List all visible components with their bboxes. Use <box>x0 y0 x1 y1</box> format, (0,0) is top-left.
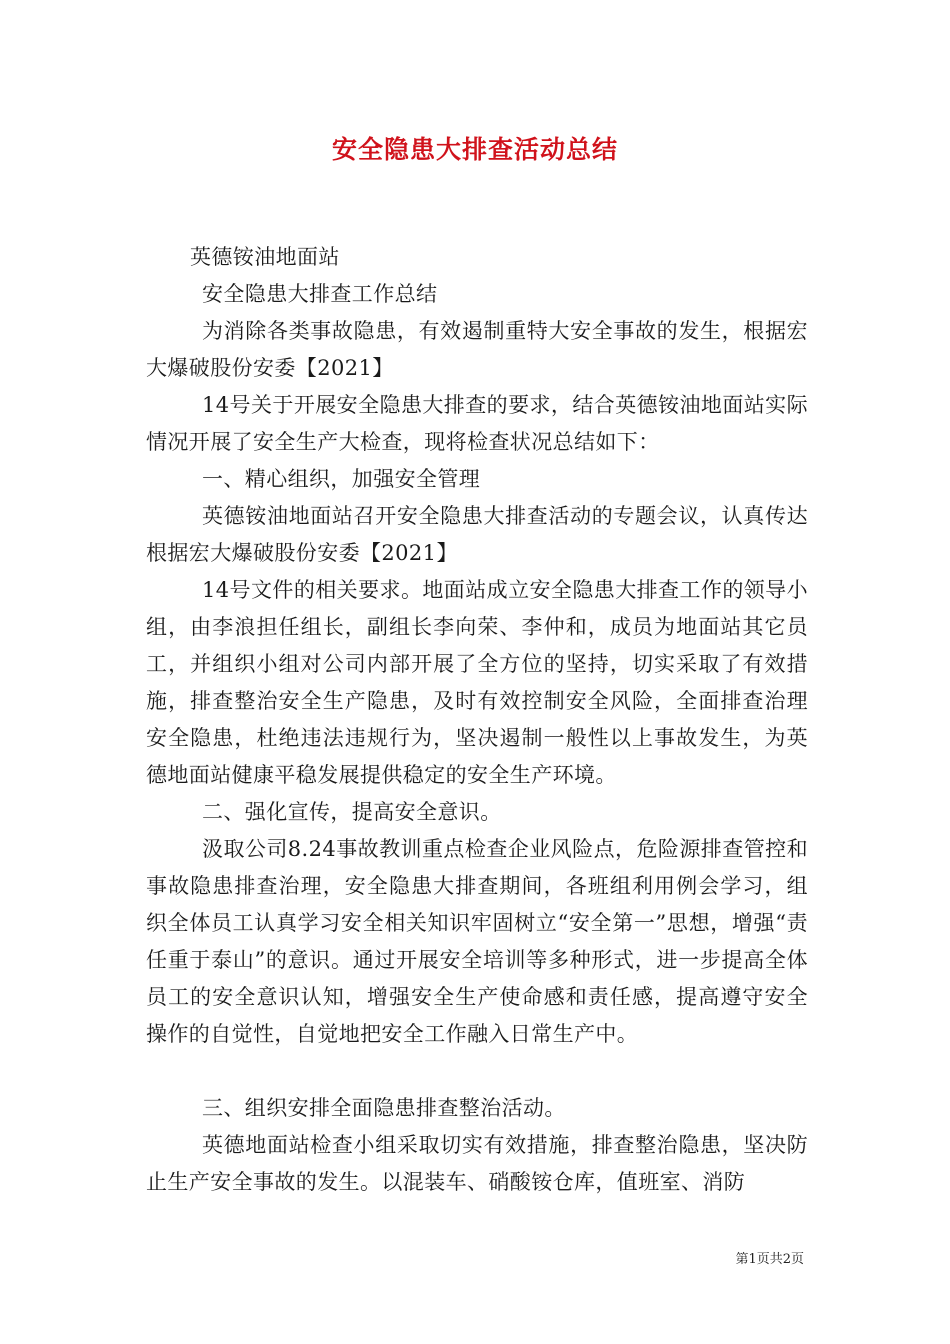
page-number: 第1页共2页 <box>735 1252 804 1267</box>
paragraph-leadership-group: 14号文件的相关要求。地面站成立安全隐患大排查工作的领导小组，由李浪担任组长，副组长李向荣、李仲和，成员为地面站其它员工，并组织小组对公司内部开展了全方位的坚持，切实采取了有效措施，排查整治安全生产隐患，及时有效控制安全风险，全面排查治理安全隐患，杜绝违法违规行为，坚决遏制一般性以上事故发生，为英德地面站健康平稳发展提供稳定的安全生产环境。 <box>146 578 808 787</box>
section-heading-1: 一、精心组织，加强安全管理 <box>202 467 481 491</box>
paragraph-awareness: 汲取公司8.24事故教训重点检查企业风险点，危险源排查管控和事故隐患排查治理，安全隐患大排查期间，各班组利用例会学习，组织全体员工认真学习安全相关知识牢固树立“安全第一”思想，增强“责任重于泰山”的意识。通过开展安全培训等多种形式，进一步提高全体员工的安全意识认知，增强安全生产使命感和责任感，提高遵守安全操作的自觉性，自觉地把安全工作融入日常生产中。 <box>146 837 808 1046</box>
paragraph-report-title: 安全隐患大排查工作总结 <box>202 282 438 306</box>
paragraph-requirement: 14号关于开展安全隐患大排查的要求，结合英德铵油地面站实际情况开展了安全生产大检查，现将检查状况总结如下： <box>146 393 808 454</box>
section-heading-2: 二、强化宣传，提高安全意识。 <box>202 800 502 824</box>
paragraph-inspection: 英德地面站检查小组采取切实有效措施，排查整治隐患，坚决防止生产安全事故的发生。以混装车、硝酸铵仓库，值班室、消防 <box>146 1133 808 1194</box>
paragraph-meeting: 英德铵油地面站召开安全隐患大排查活动的专题会议，认真传达根据宏大爆破股份安委【2021】 <box>146 504 808 565</box>
paragraph-intro: 为消除各类事故隐患，有效遏制重特大安全事故的发生，根据宏大爆破股份安委【2021】 <box>146 319 808 380</box>
document-title: 安全隐患大排查活动总结 <box>331 135 618 164</box>
paragraph-station-name: 英德铵油地面站 <box>190 245 340 269</box>
section-heading-3: 三、组织安排全面隐患排查整治活动。 <box>202 1096 566 1120</box>
